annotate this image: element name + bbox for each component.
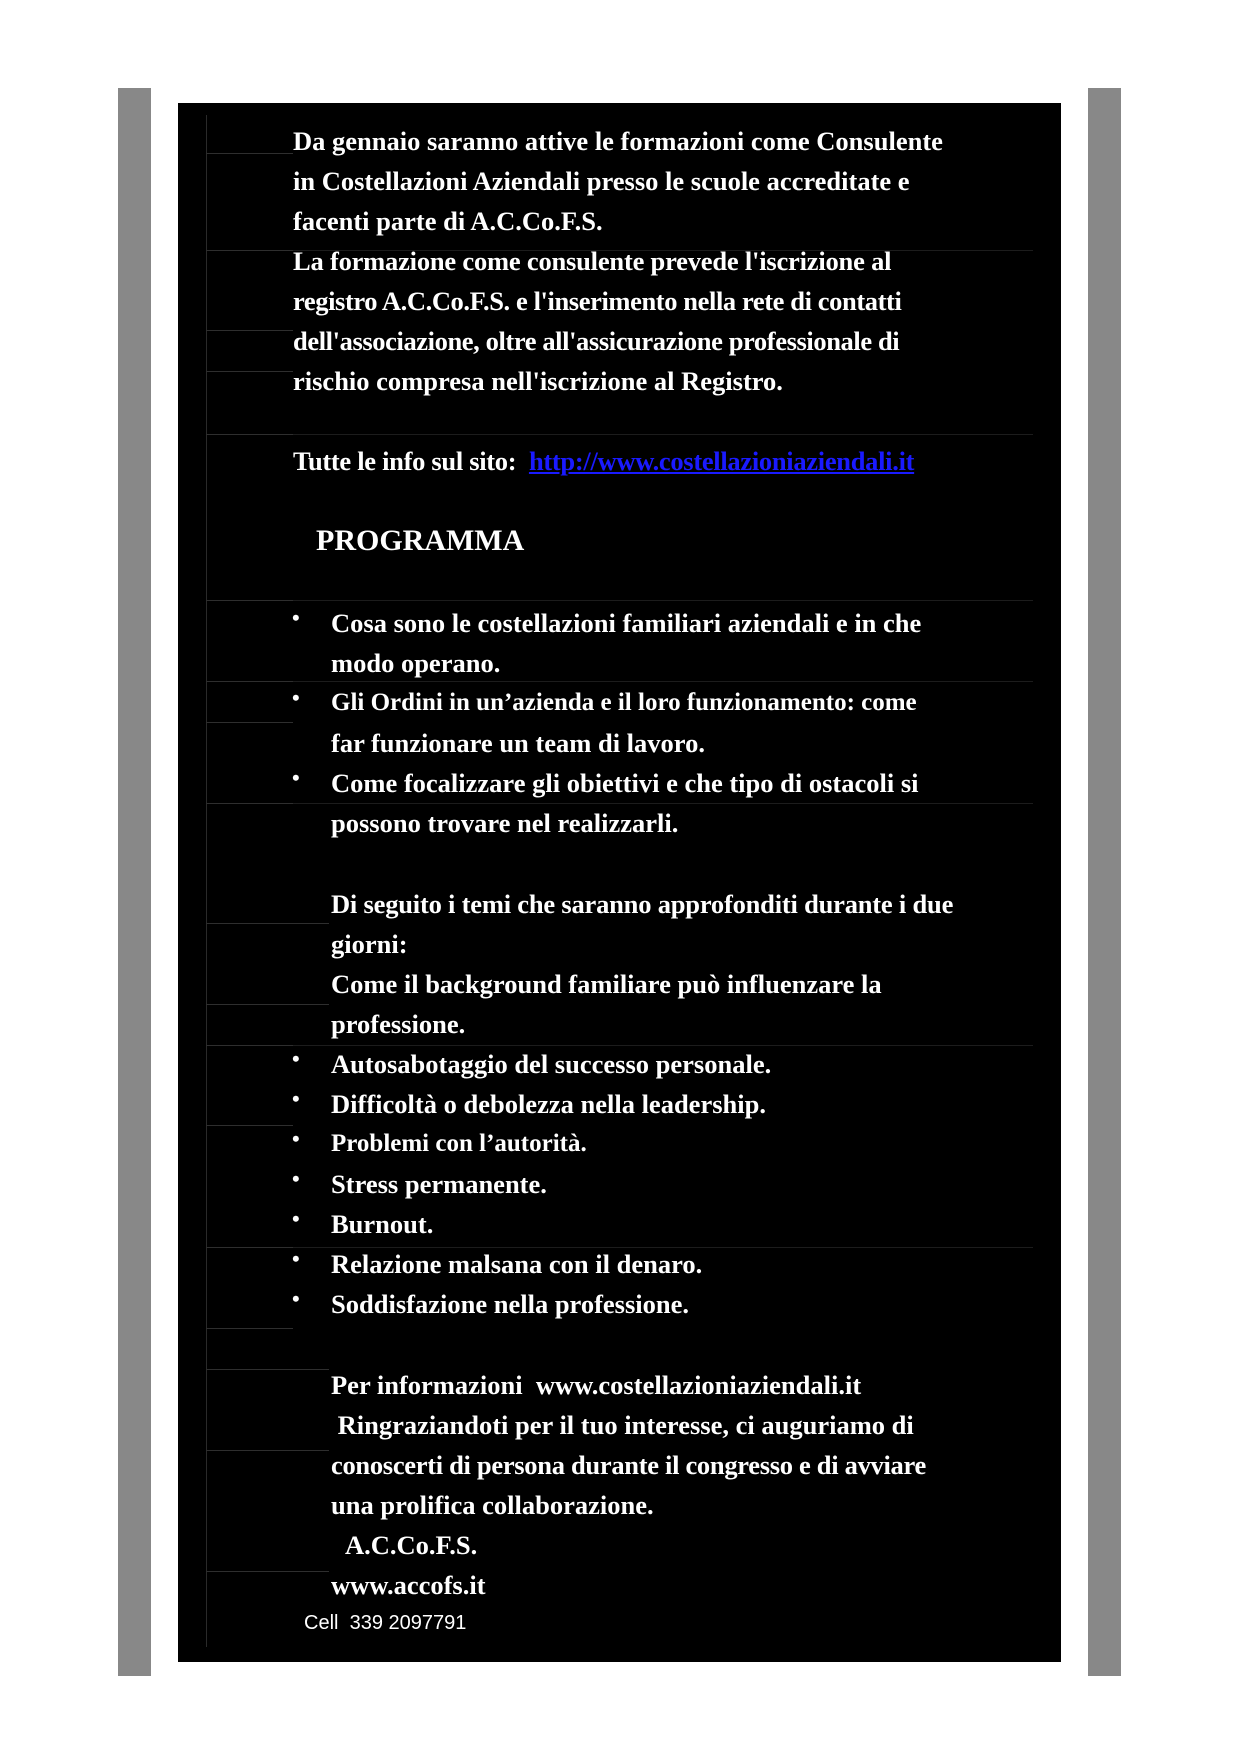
program-item-line: far funzionare un team di lavoro.	[331, 728, 705, 758]
bullet-icon: •	[292, 685, 300, 710]
topic-item: Soddisfazione nella professione.	[331, 1289, 690, 1319]
table-border	[206, 600, 293, 601]
website-link[interactable]: http://www.costellazioniaziendali.it	[528, 446, 915, 476]
bullet-icon: •	[292, 605, 300, 630]
table-border	[206, 923, 329, 924]
intro-line: registro A.C.Co.F.S. e l'inserimento nella rete di contatti	[293, 286, 902, 316]
table-border	[293, 600, 1033, 601]
table-border	[206, 1571, 329, 1572]
program-item-line: modo operano.	[331, 648, 501, 678]
program-heading: PROGRAMMA	[316, 524, 525, 557]
topic-item: Difficoltà o debolezza nella leadership.	[331, 1089, 766, 1119]
flyer-panel	[178, 103, 1061, 1662]
table-border	[206, 371, 293, 372]
topics-intro-line: giorni:	[331, 929, 408, 959]
topics-intro-line: Di seguito i temi che saranno approfonditi durante i due	[331, 889, 954, 919]
bullet-icon: •	[292, 1046, 300, 1071]
table-border	[206, 1247, 293, 1248]
table-border	[293, 434, 1033, 435]
table-border	[206, 1450, 329, 1451]
topic-item: Stress permanente.	[331, 1169, 547, 1199]
topics-lead-line: Come il background familiare può influenzare la	[331, 969, 882, 999]
table-border	[206, 250, 293, 251]
info-contact-line: Per informazioni www.costellazioniaziendali.it	[331, 1370, 862, 1400]
org-name: A.C.Co.F.S.	[345, 1530, 478, 1560]
topic-item: Problemi con l’autorità.	[331, 1130, 587, 1157]
table-border	[206, 330, 293, 331]
bullet-icon: •	[292, 1246, 300, 1271]
table-border	[206, 1369, 329, 1370]
intro-line: rischio compresa nell'iscrizione al Registro.	[293, 366, 783, 396]
topic-item: Burnout.	[331, 1209, 434, 1239]
table-border-vertical	[206, 115, 207, 1647]
table-border	[206, 153, 293, 154]
table-border	[206, 803, 293, 804]
left-margin-bar	[118, 88, 151, 1676]
bullet-icon: •	[292, 1166, 300, 1191]
topic-item: Relazione malsana con il denaro.	[331, 1249, 703, 1279]
topic-item: Autosabotaggio del successo personale.	[331, 1049, 772, 1079]
right-margin-bar	[1088, 88, 1121, 1676]
bullet-icon: •	[292, 1086, 300, 1111]
table-border	[206, 1004, 329, 1005]
bullet-icon: •	[292, 1126, 300, 1151]
info-line	[293, 441, 914, 481]
info-label: Tutte le info sul sito:	[293, 446, 517, 476]
topics-lead-line: professione.	[331, 1009, 466, 1039]
bullet-icon: •	[292, 1286, 300, 1311]
intro-line: dell'associazione, oltre all'assicurazione professionale di	[293, 326, 900, 356]
program-item-line: Cosa sono le costellazioni familiari aziendali e in che	[331, 608, 922, 638]
thanks-line: Ringraziandoti per il tuo interesse, ci auguriamo di	[331, 1410, 914, 1440]
org-website: www.accofs.it	[331, 1570, 486, 1600]
program-item-line: Gli Ordini in un’azienda e il loro funzionamento: come	[331, 689, 917, 716]
thanks-line: conoscerti di persona durante il congresso e di avviare	[331, 1450, 926, 1480]
intro-line: facenti parte di A.C.Co.F.S.	[293, 206, 603, 236]
cell-phone: Cell 339 2097791	[304, 1612, 467, 1634]
bullet-icon: •	[292, 765, 300, 790]
table-border	[206, 1045, 293, 1046]
thanks-line: una prolifica collaborazione.	[331, 1490, 654, 1520]
intro-line: Da gennaio saranno attive le formazioni come Consulente	[293, 126, 943, 156]
program-item-line: Come focalizzare gli obiettivi e che tipo di ostacoli si	[331, 768, 919, 798]
table-border	[206, 434, 293, 435]
intro-line: in Costellazioni Aziendali presso le scuole accreditate e	[293, 166, 910, 196]
bullet-icon: •	[292, 1206, 300, 1231]
table-border	[206, 681, 293, 682]
program-item-line: possono trovare nel realizzarli.	[331, 808, 679, 838]
intro-line: La formazione come consulente prevede l'iscrizione al	[293, 246, 892, 276]
table-border	[206, 1125, 293, 1126]
table-border	[206, 722, 293, 723]
table-border	[206, 1328, 293, 1329]
